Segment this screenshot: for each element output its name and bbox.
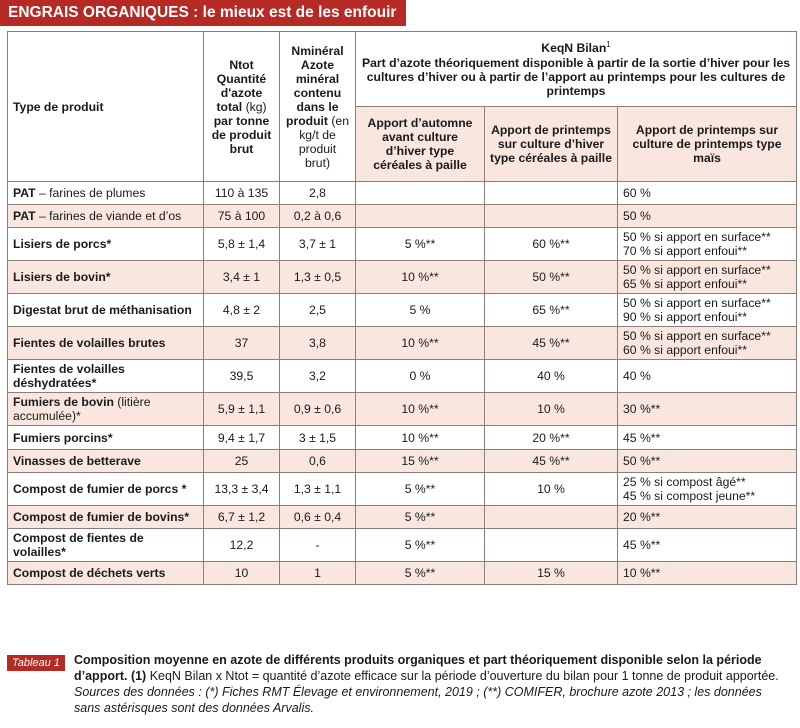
nmin-cell-text: 1,3 ± 1,1	[293, 482, 342, 496]
banner-title-rest: le mieux est de les enfouir	[202, 4, 397, 21]
nitrogen-table-container	[7, 31, 796, 585]
product-name-cell-text: Compost de fientes de volailles*	[13, 531, 144, 559]
spring-winter-cell	[485, 360, 618, 393]
nmin-cell	[280, 327, 356, 360]
ntot-cell-text: 10	[234, 566, 249, 580]
nmin-cell	[280, 261, 356, 294]
product-name-cell-text: Fumiers de bovin	[13, 395, 114, 409]
section-banner	[0, 0, 406, 26]
product-name-cell	[8, 228, 204, 261]
header-ntot-unit: (kg)	[245, 99, 267, 114]
spring-winter-cell-text: 45 %**	[532, 336, 570, 350]
ntot-cell	[204, 529, 280, 562]
spring-spring-cell-text: 60 %	[623, 186, 651, 200]
product-name-cell-text: – farines de plumes	[35, 186, 146, 200]
spring-spring-cell-text: 60 % si apport enfoui**	[623, 343, 747, 357]
product-name-cell	[8, 506, 204, 529]
autumn-cell-text: 5 %**	[404, 566, 436, 580]
nmin-cell	[280, 393, 356, 426]
ntot-cell-text: 4,8 ± 2	[222, 303, 261, 317]
spring-spring-cell-text: 50 % si apport en surface**	[623, 329, 771, 343]
header-nmin	[280, 32, 356, 182]
spring-spring-cell	[618, 205, 797, 228]
spring-spring-cell-text: 50 %	[623, 209, 651, 223]
ntot-cell	[204, 205, 280, 228]
autumn-cell	[356, 506, 485, 529]
table-row	[8, 261, 797, 294]
autumn-cell	[356, 529, 485, 562]
spring-spring-cell-text: 30 %**	[623, 402, 661, 416]
product-name-cell	[8, 327, 204, 360]
product-name-cell-text: Fientes de volailles déshydratées*	[13, 362, 125, 390]
header-nmin-label: Nminéral Azote minéral contenu dans le produit	[286, 43, 344, 128]
product-name-cell-text: Lisiers de bovin*	[13, 270, 111, 284]
spring-winter-cell	[485, 182, 618, 205]
ntot-cell	[204, 450, 280, 473]
product-name-cell	[8, 360, 204, 393]
spring-winter-cell	[485, 506, 618, 529]
product-name-cell	[8, 529, 204, 562]
spring-spring-cell	[618, 506, 797, 529]
spring-spring-cell-text: 10 %**	[623, 566, 661, 580]
autumn-cell	[356, 360, 485, 393]
nmin-cell-text: 2,8	[309, 186, 326, 200]
spring-spring-cell	[618, 182, 797, 205]
autumn-cell-text: 10 %**	[401, 336, 439, 350]
header-keqn-title: KeqN Bilan	[541, 41, 607, 56]
ntot-cell-text: 13,3 ± 3,4	[214, 482, 269, 496]
autumn-cell	[356, 205, 485, 228]
product-name-cell	[8, 473, 204, 506]
nmin-cell-text: 0,6	[309, 454, 326, 468]
table-row	[8, 506, 797, 529]
ntot-cell-text: 5,8 ± 1,4	[217, 237, 266, 251]
spring-spring-cell	[618, 294, 797, 327]
nmin-cell	[280, 182, 356, 205]
nmin-cell-text: 0,2 à 0,6	[293, 209, 342, 223]
autumn-cell	[356, 327, 485, 360]
product-name-cell-text: Compost de déchets verts	[13, 566, 166, 580]
autumn-cell-text: 5 %**	[404, 510, 436, 524]
ntot-cell	[204, 426, 280, 450]
spring-spring-cell-text: 40 %	[623, 369, 651, 383]
autumn-cell	[356, 473, 485, 506]
spring-winter-cell	[485, 294, 618, 327]
product-name-cell	[8, 205, 204, 228]
header-type-label: Type de produit	[13, 99, 104, 114]
spring-spring-cell-text: 45 %**	[623, 538, 661, 552]
spring-winter-cell-text: 65 %**	[532, 303, 570, 317]
ntot-cell-text: 75 à 100	[217, 209, 266, 223]
header-sub-spring-winter: Apport de printemps sur culture d’hiver type céréales à paille	[485, 107, 618, 182]
nmin-cell	[280, 294, 356, 327]
ntot-cell	[204, 506, 280, 529]
product-name-cell-text: PAT	[13, 209, 36, 223]
nmin-cell	[280, 473, 356, 506]
table-row	[8, 393, 797, 426]
product-name-cell-text: PAT	[13, 186, 36, 200]
spring-spring-cell	[618, 327, 797, 360]
nitrogen-table	[7, 31, 797, 585]
ntot-cell-text: 6,7 ± 1,2	[217, 510, 266, 524]
spring-spring-cell	[618, 562, 797, 585]
caption-sources: Sources des données : (*) Fiches RMT Élevage et environnement, 2019 ; (**) COMIFER, brochure azote 2013 ; les données sans astérisques sont des données Arvalis.	[74, 685, 762, 715]
autumn-cell	[356, 562, 485, 585]
banner-title-bold: ENGRAIS ORGANIQUES :	[8, 4, 199, 21]
nmin-cell-text: 0,6 ± 0,4	[293, 510, 342, 524]
spring-winter-cell-text: 15 %	[537, 566, 565, 580]
nmin-cell-text: 0,9 ± 0,6	[293, 402, 342, 416]
product-name-cell	[8, 562, 204, 585]
spring-winter-cell-text: 40 %	[537, 369, 565, 383]
header-ntot-rest: par tonne de produit brut	[211, 113, 272, 156]
autumn-cell-text: 10 %**	[401, 270, 439, 284]
table-row	[8, 562, 797, 585]
table-row	[8, 450, 797, 473]
ntot-cell	[204, 294, 280, 327]
header-keqn-desc: Part d’azote théoriquement disponible à partir de la sortie d’hiver pour les cultures d’hiver ou à partir de l’apport au printemps pour les cultures de printemps	[362, 55, 791, 98]
autumn-cell-text: 5 %**	[404, 237, 436, 251]
header-sub-spring-spring: Apport de printemps sur culture de printemps type maïs	[618, 107, 797, 182]
ntot-cell	[204, 182, 280, 205]
spring-spring-cell-text: 45 %**	[623, 430, 661, 445]
product-name-cell-text: Lisiers de porcs*	[13, 237, 112, 251]
ntot-cell	[204, 228, 280, 261]
nmin-cell	[280, 228, 356, 261]
spring-winter-cell	[485, 228, 618, 261]
product-name-cell	[8, 182, 204, 205]
table-row	[8, 529, 797, 562]
spring-spring-cell	[618, 360, 797, 393]
product-name-cell	[8, 426, 204, 450]
spring-spring-cell-text: 90 % si apport enfoui**	[623, 310, 747, 324]
autumn-cell	[356, 182, 485, 205]
product-name-cell	[8, 294, 204, 327]
product-name-cell-text: Compost de fumier de bovins*	[13, 510, 190, 524]
spring-winter-cell	[485, 426, 618, 450]
spring-spring-cell	[618, 261, 797, 294]
spring-winter-cell-text: 10 %	[537, 402, 565, 416]
product-name-cell-text: Compost de fumier de porcs *	[13, 482, 187, 496]
spring-spring-cell	[618, 529, 797, 562]
product-name-cell-text: Vinasses de betterave	[13, 454, 141, 468]
spring-spring-cell-text: 50 % si apport en surface**	[623, 296, 771, 310]
autumn-cell-text: 5 %	[409, 303, 431, 317]
ntot-cell	[204, 261, 280, 294]
spring-winter-cell	[485, 393, 618, 426]
spring-spring-cell-text: 50 % si apport en surface**	[623, 263, 771, 277]
autumn-cell	[356, 450, 485, 473]
autumn-cell-text: 5 %**	[404, 538, 436, 552]
nmin-cell-text: -	[315, 538, 320, 552]
spring-winter-cell-text: 50 %**	[532, 270, 570, 284]
ntot-cell-text: 25	[234, 454, 249, 468]
nmin-cell-text: 3 ± 1,5	[298, 430, 337, 445]
header-sub-autumn: Apport d’automne avant culture d’hiver type céréales à paille	[356, 107, 485, 182]
product-name-cell-text: Fientes de volailles brutes	[13, 336, 166, 350]
spring-winter-cell-text: 20 %**	[532, 430, 570, 445]
ntot-cell-text: 5,9 ± 1,1	[217, 402, 266, 416]
header-nmin-unit: (en kg/t de produit brut)	[298, 113, 349, 170]
ntot-cell	[204, 473, 280, 506]
spring-winter-cell-text: 60 %**	[532, 237, 570, 251]
header-keqn	[356, 32, 797, 107]
product-name-cell-text: Digestat brut de méthanisation	[13, 303, 192, 317]
table-row	[8, 228, 797, 261]
caption-body: KeqN Bilan x Ntot = quantité d’azote efficace sur la période d’ouverture du bilan pour 1 tonne de produit apportée.	[146, 669, 779, 683]
table-row	[8, 294, 797, 327]
autumn-cell	[356, 393, 485, 426]
autumn-cell	[356, 261, 485, 294]
table-caption	[74, 652, 786, 716]
spring-spring-cell-text: 50 % si apport en surface**	[623, 230, 771, 244]
autumn-cell-text: 15 %**	[401, 454, 439, 468]
autumn-cell-text: 10 %**	[401, 430, 439, 445]
autumn-cell-text: 0 %	[409, 369, 431, 383]
caption-title: Composition moyenne en azote de différents produits organiques et part théoriquement disponible selon la période d’apport. (1)	[74, 653, 762, 683]
table-row	[8, 327, 797, 360]
ntot-cell-text: 12,2	[229, 538, 254, 552]
table-row	[8, 360, 797, 393]
header-ntot	[204, 32, 280, 182]
nmin-cell-text: 1,3 ± 0,5	[293, 270, 342, 284]
autumn-cell	[356, 294, 485, 327]
spring-winter-cell	[485, 473, 618, 506]
spring-winter-cell	[485, 450, 618, 473]
ntot-cell-text: 3,4 ± 1	[222, 270, 261, 284]
spring-spring-cell	[618, 393, 797, 426]
spring-spring-cell	[618, 426, 797, 450]
product-name-cell	[8, 393, 204, 426]
spring-winter-cell-text: 10 %	[537, 482, 565, 496]
autumn-cell	[356, 228, 485, 261]
nmin-cell-text: 3,7 ± 1	[298, 237, 337, 251]
nmin-cell-text: 3,8	[309, 336, 326, 350]
table-row	[8, 473, 797, 506]
ntot-cell-text: 39,5	[229, 369, 254, 383]
header-ntot-label: Ntot Quantité d'azote total	[216, 57, 267, 114]
ntot-cell-text: 9,4 ± 1,7	[217, 430, 266, 445]
nmin-cell	[280, 205, 356, 228]
table-row	[8, 426, 797, 450]
nmin-cell	[280, 506, 356, 529]
header-type	[8, 32, 204, 182]
product-name-cell	[8, 261, 204, 294]
spring-spring-cell-text: 65 % si apport enfoui**	[623, 277, 747, 291]
nmin-cell	[280, 450, 356, 473]
spring-winter-cell	[485, 529, 618, 562]
spring-winter-cell	[485, 562, 618, 585]
product-name-cell-text: – farines de viande et d’os	[35, 209, 182, 223]
ntot-cell-text: 37	[234, 336, 249, 350]
ntot-cell	[204, 360, 280, 393]
spring-winter-cell-text: 45 %**	[532, 454, 570, 468]
nmin-cell-text: 3,2	[309, 369, 326, 383]
spring-spring-cell	[618, 228, 797, 261]
header-keqn-footnote: 1	[606, 40, 611, 50]
spring-spring-cell-text: 70 % si apport enfoui**	[623, 244, 747, 258]
spring-winter-cell	[485, 327, 618, 360]
autumn-cell-text: 10 %**	[401, 402, 439, 416]
nmin-cell-text: 2,5	[309, 303, 326, 317]
nmin-cell-text: 1	[314, 566, 321, 580]
ntot-cell	[204, 393, 280, 426]
spring-winter-cell	[485, 261, 618, 294]
product-name-cell-text: (litière accumulée)*	[13, 395, 151, 423]
table-row	[8, 182, 797, 205]
autumn-cell-text: 5 %**	[404, 482, 436, 496]
spring-spring-cell	[618, 450, 797, 473]
spring-winter-cell	[485, 205, 618, 228]
spring-spring-cell	[618, 473, 797, 506]
spring-spring-cell-text: 45 % si compost jeune**	[623, 489, 756, 503]
spring-spring-cell-text: 20 %**	[623, 510, 661, 524]
ntot-cell	[204, 562, 280, 585]
caption-tag: Tableau 1	[7, 655, 65, 671]
table-row	[8, 205, 797, 228]
product-name-cell-text: Fumiers porcins*	[13, 430, 113, 445]
ntot-cell	[204, 327, 280, 360]
nmin-cell	[280, 562, 356, 585]
ntot-cell-text: 110 à 135	[214, 186, 269, 200]
spring-spring-cell-text: 50 %**	[623, 454, 661, 468]
product-name-cell	[8, 450, 204, 473]
nmin-cell	[280, 426, 356, 450]
nmin-cell	[280, 360, 356, 393]
nmin-cell	[280, 529, 356, 562]
spring-spring-cell-text: 25 % si compost âgé**	[623, 475, 746, 489]
autumn-cell	[356, 426, 485, 450]
